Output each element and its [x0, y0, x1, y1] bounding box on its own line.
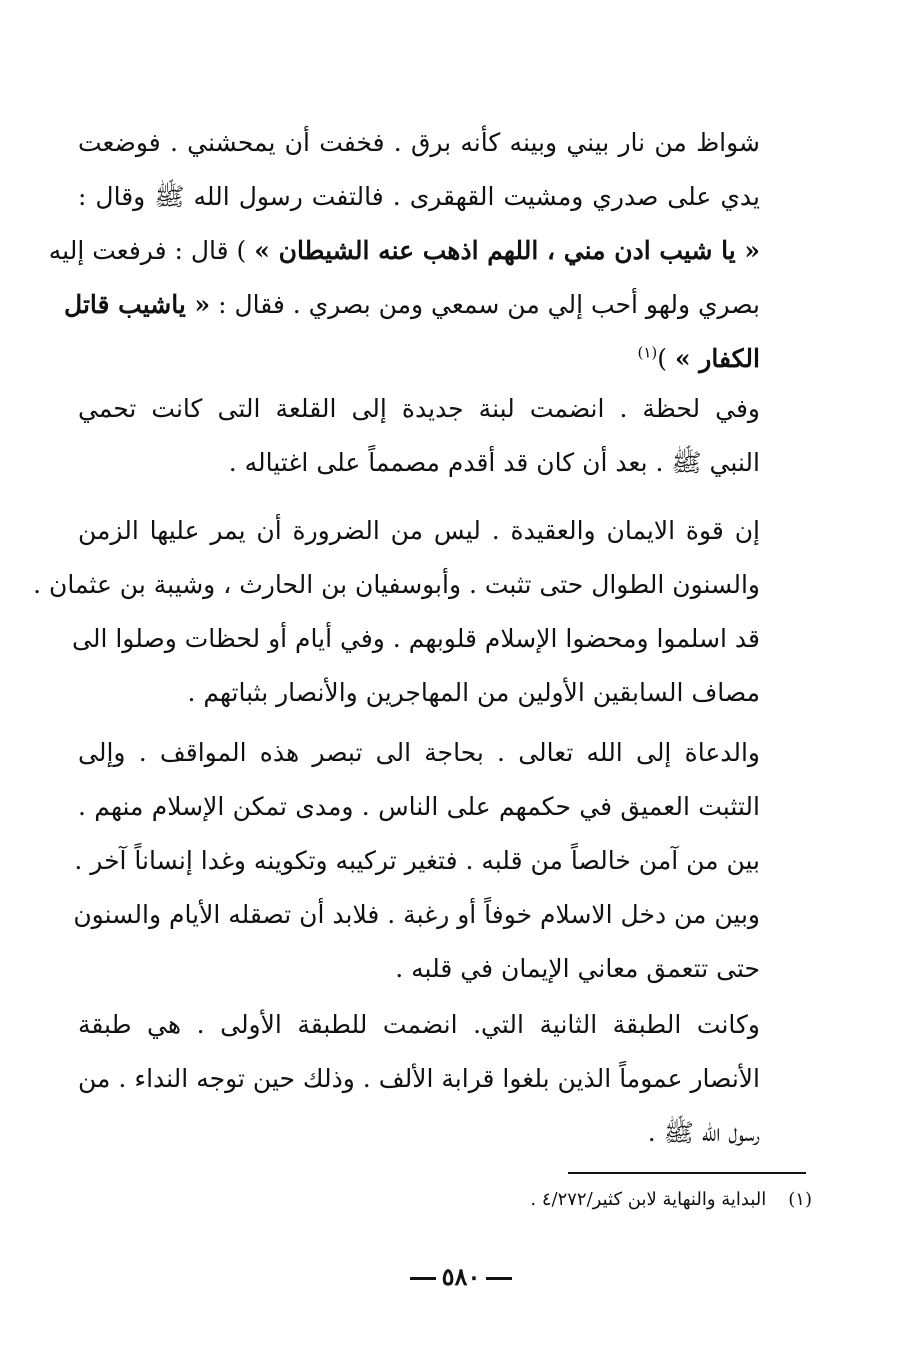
- paragraph-line: وكانت الطبقة الثانية التي. انضمت للطبقة الأولى . هي طبقة: [78, 1010, 760, 1039]
- paragraph-5: [78, 998, 760, 1160]
- footnote-number: (١): [788, 1189, 812, 1210]
- quoted-hadith: « يا شيب ادن مني ، اللهم اذهب عنه الشيطان »: [254, 236, 760, 265]
- paragraph-line: [48, 224, 760, 278]
- paragraph-line: وفي لحظة . انضمت لبنة جديدة إلى القلعة التى كانت تحمي: [78, 394, 760, 423]
- paragraph-line: يدي على صدري ومشيت القهقرى . فالتفت رسول الله ﷺ وقال :: [78, 182, 760, 211]
- paragraph-line: حتى تتعمق معاني الإيمان في قلبه .: [395, 954, 760, 983]
- footnote-reference[interactable]: (١): [637, 343, 658, 362]
- paragraph-4: [73, 726, 760, 996]
- paragraph-line: مصاف السابقين الأولين من المهاجرين والأنصار بثباتهم .: [187, 678, 760, 707]
- paragraph-line: رسول الله ﷺ .: [647, 1118, 760, 1147]
- quoted-hadith: « ياشيب قاتل: [64, 290, 211, 319]
- paragraph-line: إن قوة الايمان والعقيدة . ليس من الضرورة أن يمر عليها الزمن: [78, 516, 760, 545]
- paragraph-line: شواظ من نار بيني وبينه كأنه برق . فخفت أن يمحشني . فوضعت: [78, 128, 760, 157]
- paragraph-line: والسنون الطوال حتى تثبت . وأبوسفيان بن الحارث ، وشيبة بن عثمان .: [33, 570, 760, 599]
- paragraph-line: [64, 278, 760, 332]
- page-number-text: ٥٨٠: [441, 1262, 481, 1291]
- paragraph-1: [48, 116, 760, 386]
- paragraph-line: [78, 332, 760, 386]
- paragraph-3: [33, 504, 760, 720]
- paragraph-line: وبين من دخل الاسلام خوفاً أو رغبة . فلابد أن تصقله الأيام والسنون: [73, 900, 760, 929]
- line-text: ) قال : فرفعت إليه: [48, 236, 247, 265]
- footnote-divider: [568, 1172, 806, 1174]
- dash-decoration: [486, 1277, 512, 1280]
- footnote-text: البداية والنهاية لابن كثير/٤/٢٧٢ .: [530, 1189, 767, 1210]
- quoted-hadith: الكفار »: [674, 344, 760, 373]
- paragraph-2: [78, 382, 760, 490]
- page-number: [0, 1262, 922, 1291]
- paragraph-line: والدعاة إلى الله تعالى . بحاجة الى تبصر هذه المواقف . وإلى: [78, 738, 760, 767]
- paragraph-line: بين من آمن خالصاً من قلبه . فتغير تركيبه وتكوينه وغدا إنساناً آخر .: [74, 846, 760, 875]
- paragraph-line: النبي ﷺ . بعد أن كان قد أقدم مصمماً على اغتياله .: [228, 448, 760, 477]
- paragraph-line: قد اسلموا ومحضوا الإسلام قلوبهم . وفي أيام أو لحظات وصلوا الى: [71, 624, 760, 653]
- line-text: بصري ولهو أحب إلي من سمعي ومن بصري . فقال :: [218, 290, 760, 319]
- line-text: ): [657, 344, 667, 373]
- dash-decoration: [410, 1277, 436, 1280]
- footnote: [530, 1186, 812, 1214]
- paragraph-line: التثبت العميق في حكمهم على الناس . ومدى تمكن الإسلام منهم .: [78, 792, 760, 821]
- paragraph-line: الأنصار عموماً الذين بلغوا قرابة الألف . وذلك حين توجه النداء . من: [78, 1064, 760, 1093]
